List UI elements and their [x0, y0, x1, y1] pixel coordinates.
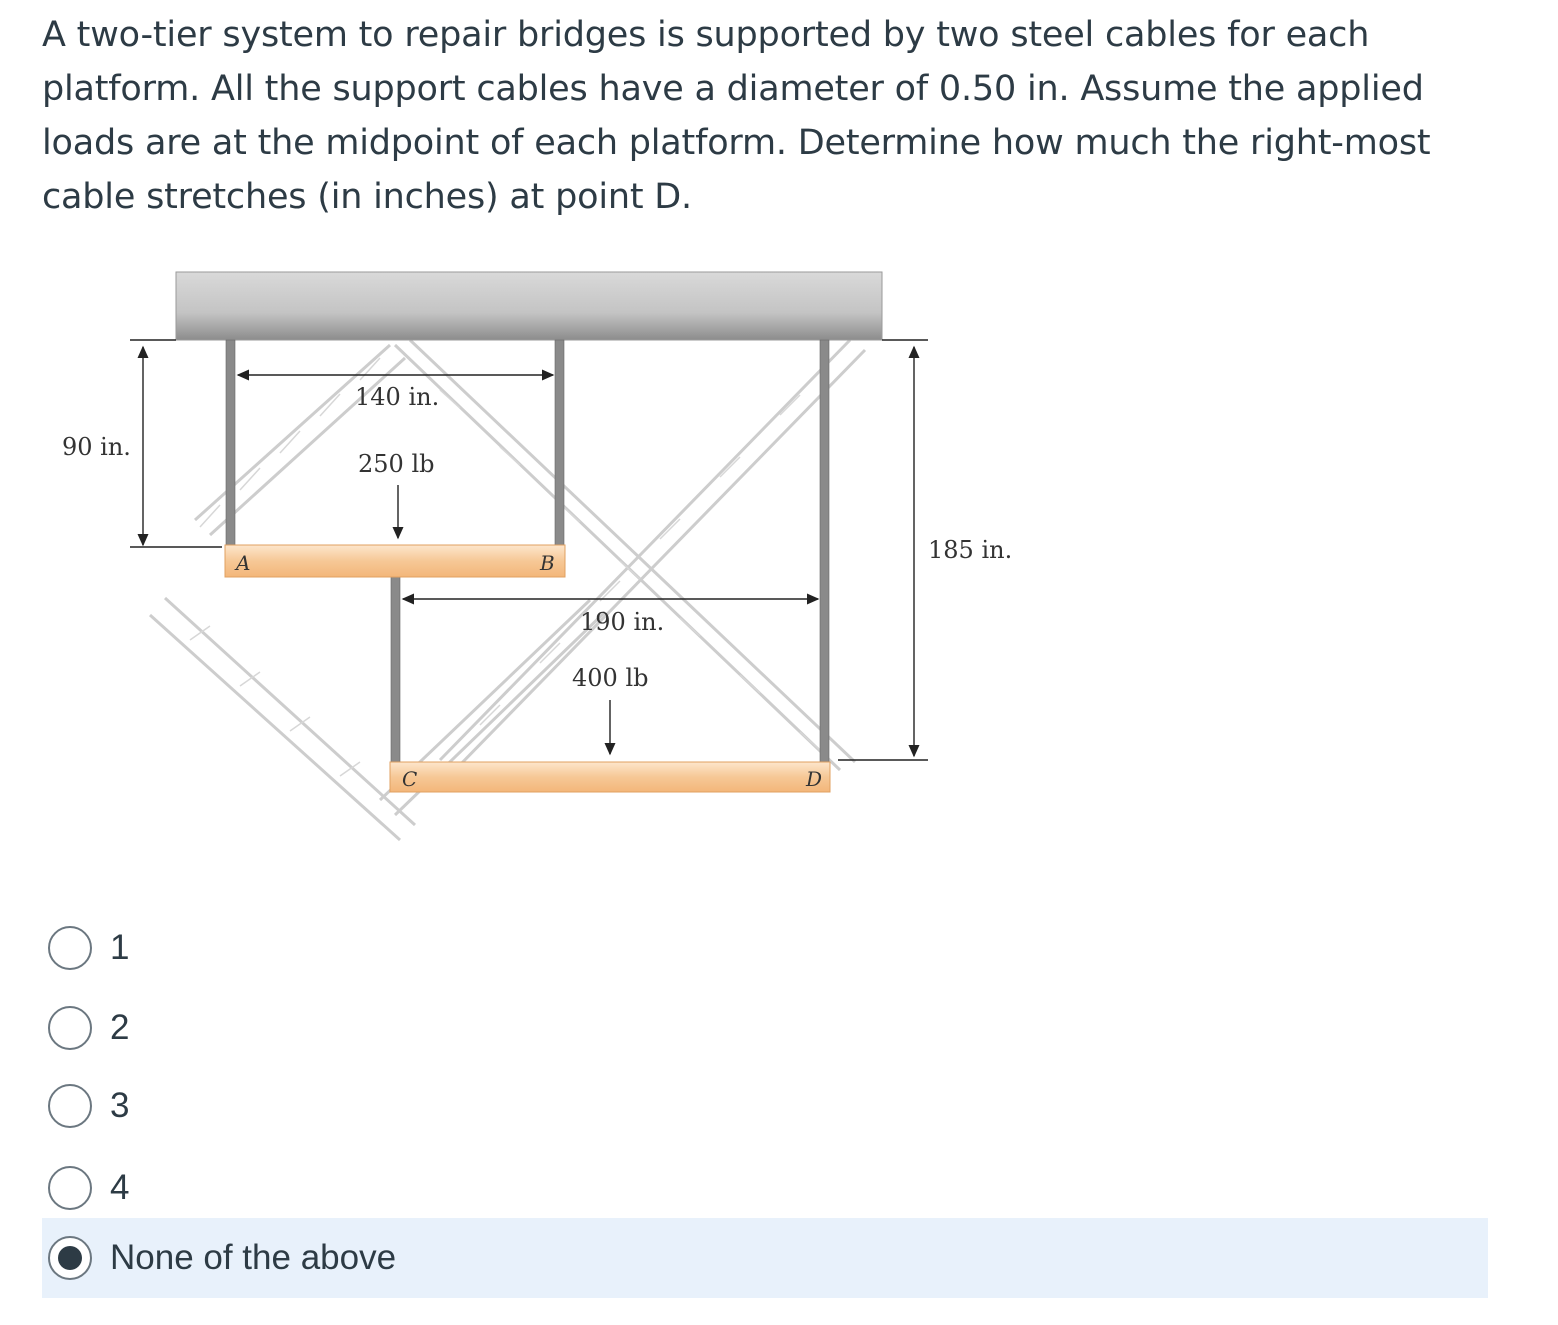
load-label-bottom: 400 lb — [572, 664, 649, 692]
question-text: A two-tier system to repair bridges is supported by two steel cables for each platform. All the support cables have a diameter of 0.50 in. Assume the applied loads are at the midpoint of each platform. Determine how much the right-most cable stretches (in inches) at point D. — [42, 15, 1431, 217]
dim-label-140: 140 in. — [355, 383, 440, 411]
answer-label: 2 — [110, 1008, 130, 1047]
radio-button[interactable] — [48, 1006, 92, 1050]
radio-button-selected[interactable] — [48, 1236, 92, 1280]
answer-label: 1 — [110, 928, 130, 967]
dim-label-190: 190 in. — [580, 608, 665, 636]
answer-label: None of the above — [110, 1238, 397, 1277]
point-label-d: D — [806, 767, 823, 791]
radio-button[interactable] — [48, 1084, 92, 1128]
dim-label-185: 185 in. — [928, 536, 1013, 564]
answer-option-3[interactable] — [42, 1066, 1488, 1146]
dim-label-90: 90 in. — [62, 433, 131, 461]
platform-top — [225, 545, 565, 577]
radio-button[interactable] — [48, 1166, 92, 1210]
cable-b — [555, 340, 564, 545]
load-label-top: 250 lb — [358, 450, 435, 478]
answer-option-4[interactable] — [42, 1148, 1488, 1228]
support-beam — [176, 272, 882, 340]
answer-label: 3 — [110, 1086, 130, 1125]
radio-button[interactable] — [48, 926, 92, 970]
answer-option-2[interactable] — [42, 988, 1488, 1068]
answer-label: 4 — [110, 1168, 130, 1207]
point-label-c: C — [402, 767, 418, 791]
platform-bottom — [390, 762, 830, 792]
point-label-b: B — [540, 551, 555, 575]
cable-c — [391, 577, 400, 762]
answer-option-none[interactable] — [42, 1218, 1488, 1298]
cable-d — [820, 340, 829, 762]
cable-a — [226, 340, 235, 545]
answer-option-1[interactable] — [42, 908, 1488, 988]
point-label-a: A — [236, 551, 251, 575]
